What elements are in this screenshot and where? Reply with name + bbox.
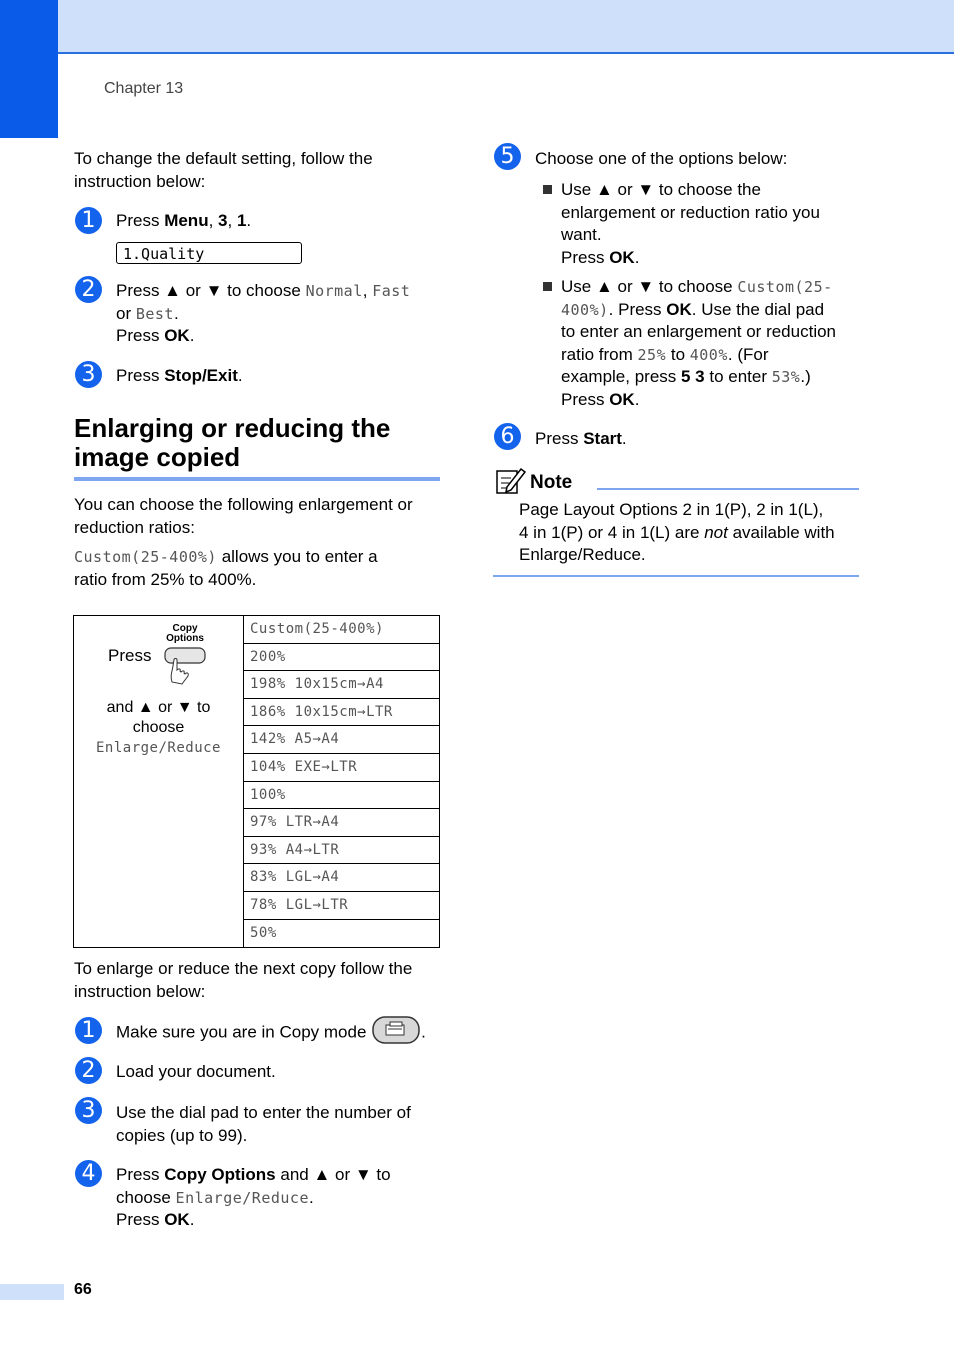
ratio-option: 50% — [250, 924, 277, 941]
step-number: 2 — [75, 1057, 102, 1084]
section-para: You can choose the following enlargement or reduction ratios: — [74, 495, 413, 537]
press-label: Press — [108, 646, 152, 665]
step-stop-exit: Press Stop/Exit. — [116, 366, 243, 385]
note-rule — [597, 488, 859, 490]
copy-options-button-icon — [160, 646, 210, 690]
note-rule — [493, 575, 859, 577]
page-number: 66 — [74, 1281, 92, 1298]
bullet-icon — [543, 282, 552, 291]
ratio-option: 78% LGL→LTR — [243, 892, 439, 920]
step-start: Press Start. — [535, 429, 627, 448]
note-body: Page Layout Options 2 in 1(P), 2 in 1(L), 4 in 1(P) or 4 in 1(L) are not available with Enlarge/Reduce. — [519, 500, 835, 564]
ratio-option: 200% — [243, 644, 439, 672]
intro-text: To change the default setting, follow the instruction below: — [74, 149, 373, 191]
note-pencil-icon — [495, 465, 527, 495]
option-ratio-list: Use ▲ or ▼ to choose the enlargement or reduction ratio you want. Press OK. — [561, 180, 820, 267]
section-heading: Enlarging or reducing the image copied — [74, 413, 391, 472]
bullet-icon — [543, 185, 552, 194]
step-load-document: Load your document. — [116, 1062, 276, 1081]
ratio-option: 93% A4→LTR — [243, 837, 439, 865]
lcd-display: 1.Quality — [116, 242, 302, 264]
page-tab — [0, 1284, 64, 1300]
chapter-tab — [0, 0, 58, 138]
step-number: 6 — [494, 423, 521, 450]
next-copy-intro: To enlarge or reduce the next copy follow the instruction below: — [74, 959, 413, 1001]
copy-options-label: Copy Options — [166, 623, 204, 644]
ratio-option: 104% EXE→LTR — [243, 754, 439, 782]
ratio-option: 97% LTR→A4 — [243, 809, 439, 837]
ratio-list — [243, 616, 439, 947]
ratio-option: 186% 10x15cm→LTR — [243, 699, 439, 727]
ratio-option: 100% — [243, 782, 439, 810]
step-number: 3 — [75, 1097, 102, 1124]
step-number: 1 — [75, 207, 102, 234]
step-choose-option: Choose one of the options below: — [535, 149, 788, 168]
ratio-option: 142% A5→A4 — [243, 726, 439, 754]
step-dial-pad: Use the dial pad to enter the number of copies (up to 99). — [116, 1103, 411, 1145]
step-choose-quality: Press ▲ or ▼ to choose Normal, Fast or Best. Press OK. — [116, 281, 411, 345]
section-para-custom: Custom(25-400%) allows you to enter a ratio from 25% to 400%. — [74, 547, 378, 589]
header-band — [0, 0, 954, 54]
step-copy-options: Press Copy Options and ▲ or ▼ to choose Enlarge/Reduce. Press OK. — [116, 1165, 391, 1229]
step-copy-mode: Make sure you are in Copy mode . — [116, 1021, 426, 1045]
ratio-option: Custom(25-400%) — [243, 616, 439, 644]
ratio-table-instructions — [74, 616, 244, 947]
copy-mode-button-icon — [371, 1015, 421, 1045]
option-custom: Use ▲ or ▼ to choose Custom(25- 400%). Press OK. Use the dial pad to enter an enlargement or reduction ratio from 25% to 400%. (For example, press 5 3 to enter 53%.) Press OK. — [561, 277, 837, 409]
step-number: 4 — [75, 1160, 102, 1187]
step-number: 5 — [494, 143, 521, 170]
note-title: Note — [530, 472, 573, 493]
chapter-label: Chapter 13 — [104, 80, 184, 97]
ratio-option: 83% LGL→A4 — [243, 864, 439, 892]
choose-instruction: and ▲ or ▼ to choose Enlarge/Reduce — [95, 699, 221, 756]
ratio-table — [73, 615, 440, 948]
heading-rule — [74, 477, 440, 481]
step-number: 1 — [75, 1017, 102, 1044]
step-number: 2 — [75, 276, 102, 303]
ratio-option: 198% 10x15cm→A4 — [243, 671, 439, 699]
step-menu: Press Menu, 3, 1. — [116, 211, 252, 230]
step-number: 3 — [75, 361, 102, 388]
